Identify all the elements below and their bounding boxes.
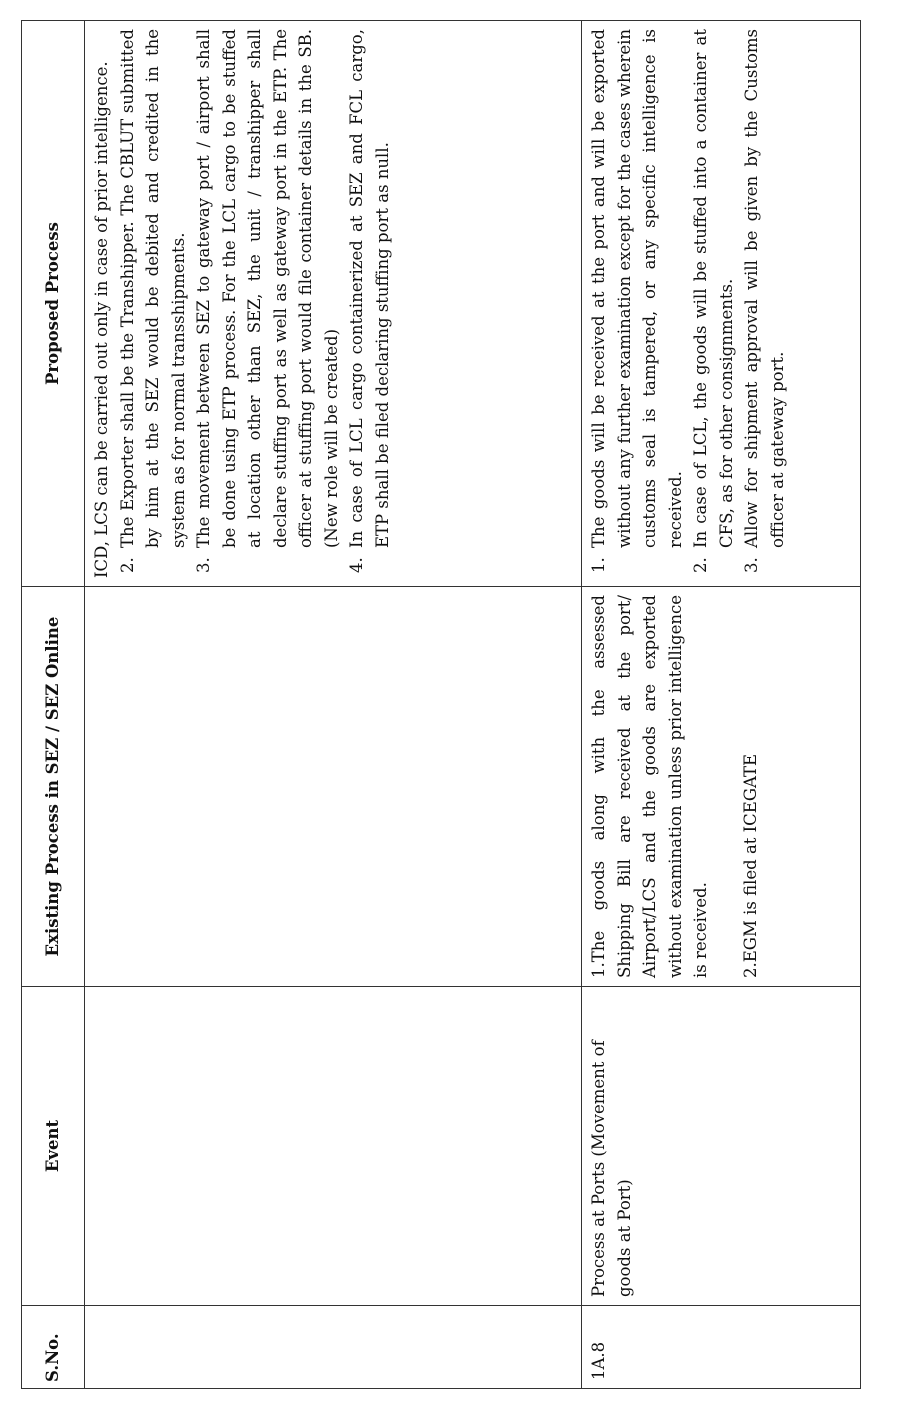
list-item: 3. The movement between SEZ to gateway port / airport shall be done using ETP process. For the LCL cargo to be stuffed at location other than SEZ, the unit / transhipper shall declare stuffing port as well as gateway port in the ETP. The officer at stuffing port would file container details in the SB. (New role will be created)	[191, 29, 344, 552]
existing-item-2: 2.EGM is filed at ICEGATE	[740, 753, 760, 978]
table-row	[85, 21, 582, 1389]
table-row	[582, 21, 861, 1389]
list-item: 3. Allow for shipment approval will be given by the Customs officer at gateway port.	[739, 29, 790, 552]
header-sno: S.No.	[22, 1306, 85, 1389]
list-item: 2. The Exporter shall be the Transhipper. The CBLUT submitted by him at the SEZ would be debited and credited in the system as for normal transshipments.	[115, 29, 192, 552]
cell-sno	[85, 1306, 582, 1389]
list-item: 2. In case of LCL, the goods will be stuffed into a container at CFS, as for other consignments.	[688, 29, 739, 552]
proposed-list	[115, 29, 396, 578]
proposed-list	[586, 29, 790, 578]
cell-existing	[85, 587, 582, 987]
header-proposed-process: Proposed Process	[22, 21, 85, 587]
cell-proposed	[85, 21, 582, 587]
cell-sno: 1A.8	[582, 1306, 861, 1389]
cell-proposed	[582, 21, 861, 587]
cell-event	[85, 987, 582, 1306]
header-event: Event	[22, 987, 85, 1306]
process-table	[21, 20, 861, 1389]
existing-item-1: 1.The goods along with the assessed Shipping Bill are received at the port/ Airport/LCS and the goods are exported without examination unless prior intelligence is received.	[589, 595, 710, 978]
cell-existing	[582, 587, 861, 987]
list-item: 1. The goods will be received at the port and will be exported without any further examination except for the cases wherein customs seal is tampered, or any specific intelligence is received.	[586, 29, 688, 552]
cell-event: Process at Ports (Movement of goods at Port)	[582, 987, 861, 1306]
header-existing-process: Existing Process in SEZ / SEZ Online	[22, 587, 85, 987]
list-item: 4. In case of LCL cargo containerized at SEZ and FCL cargo, ETP shall be filed declaring stuffing port as null.	[344, 29, 395, 552]
table-header-row	[22, 21, 85, 1389]
proposed-intro: ICD, LCS can be carried out only in case of prior intelligence.	[92, 61, 111, 578]
